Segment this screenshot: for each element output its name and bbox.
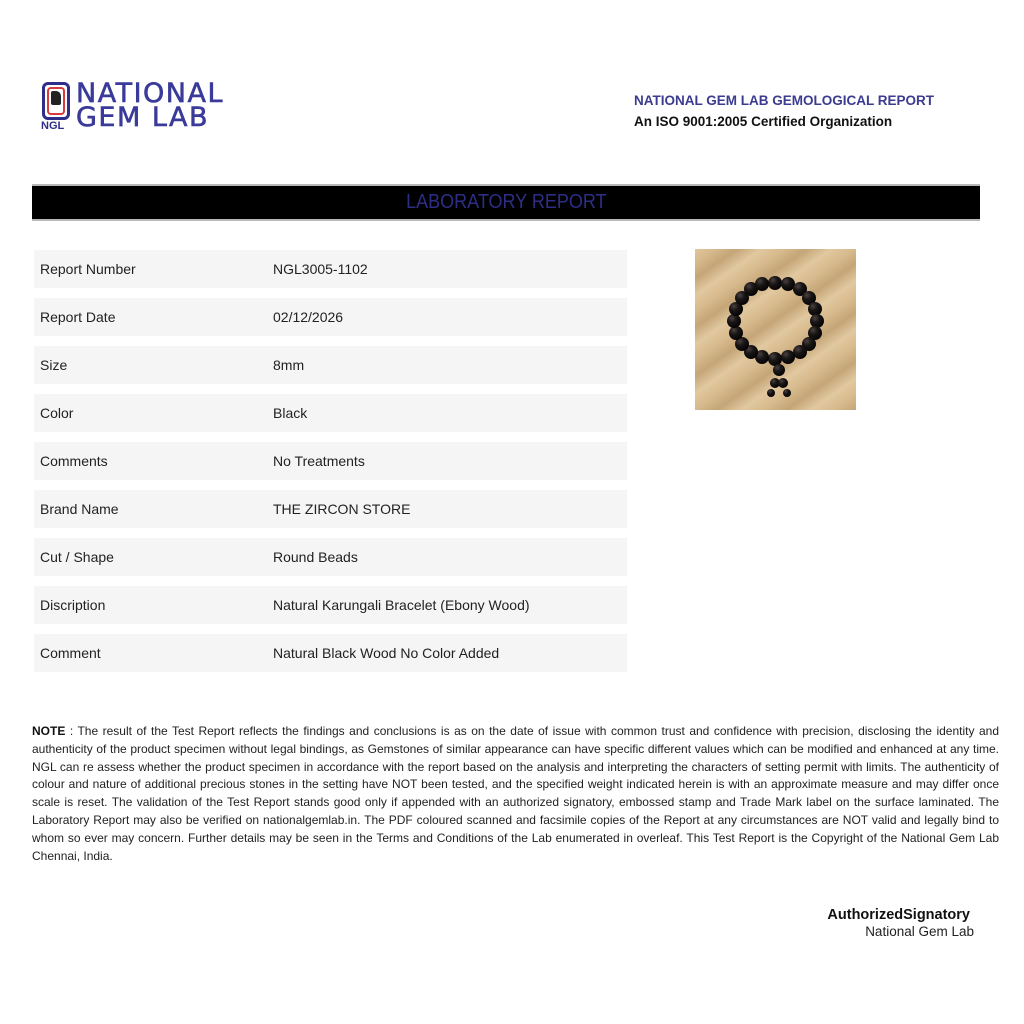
note-text: : The result of the Test Report reflects the findings and conclusions is as on the date of issue with common trust and confidence with precision, disclosing the identity and authenticity of the product specimen without legal bindings, as Gemstones of similar appearance can have specific different values which can be modified and enhanced at any time. NGL can re assess whether the product specimen in accordance with the report based on the analysis and interpreting the characters of setting permit with limits. The authenticity of colour and nature of additional precious stones in the setting have NOT been tested, and the specified weight indicated herein is with an approximate measure and may differ once scale is reset. The validation of the Test Report stands good only if appended with an authorized signatory, embossed stamp and Trade Mark label on the surface laminated. The Laboratory Report may also be verified on nationalgemlab.in. The PDF coloured scanned and facsimile copies of the Report at any circumstances are NOT valid and legally bind to whom so ever may concern. Further details may be seen in the Terms and Conditions of the Lab enumerated in overleaf. This Test Report is the Copyright of the National Gem Lab Chennai, India. <box>32 724 999 863</box>
bead-bracelet-image <box>695 249 856 410</box>
row-label: Color <box>40 405 74 421</box>
table-row <box>34 298 627 336</box>
row-value: NGL3005-1102 <box>273 261 368 277</box>
logo-line-1: NATIONAL <box>76 78 224 109</box>
row-value: 02/12/2026 <box>273 309 344 325</box>
report-header-title: NATIONAL GEM LAB GEMOLOGICAL REPORT <box>634 93 934 108</box>
signatory-title: AuthorizedSignatory <box>827 907 970 923</box>
row-label: Cut / Shape <box>40 549 114 565</box>
banner-title: LABORATORY REPORT <box>405 191 607 213</box>
logo-line-2: GEM LAB <box>76 102 210 133</box>
row-label: Report Date <box>40 309 116 325</box>
report-header <box>634 91 934 133</box>
note-label: NOTE <box>32 724 66 738</box>
table-row <box>34 346 627 384</box>
table-row <box>34 250 627 288</box>
row-value: THE ZIRCON STORE <box>273 501 411 517</box>
table-row <box>34 442 627 480</box>
row-value: No Treatments <box>273 453 365 469</box>
row-label: Report Number <box>40 261 136 277</box>
signature-block <box>827 906 974 940</box>
table-row <box>34 538 627 576</box>
row-label: Size <box>40 357 68 373</box>
section-banner <box>32 184 980 221</box>
ngl-logo <box>40 80 224 136</box>
row-value: 8mm <box>273 357 305 373</box>
row-label: Comments <box>40 453 108 469</box>
table-row <box>34 586 627 624</box>
report-details-table <box>34 250 627 682</box>
iso-certification: An ISO 9001:2005 Certified Organization <box>634 114 893 129</box>
table-row <box>34 634 627 672</box>
microscope-emblem-icon <box>40 80 72 136</box>
row-value: Round Beads <box>273 549 358 565</box>
logo-wordmark <box>76 78 224 133</box>
table-row <box>34 490 627 528</box>
row-label: Comment <box>40 645 101 661</box>
row-value: Natural Karungali Bracelet (Ebony Wood) <box>273 597 530 613</box>
emblem-abbrev: NGL <box>41 120 65 132</box>
row-value: Black <box>273 405 308 421</box>
disclaimer-note <box>32 723 999 865</box>
row-label: Discription <box>40 597 106 613</box>
row-label: Brand Name <box>40 501 119 517</box>
product-photo <box>695 249 856 410</box>
signatory-org: National Gem Lab <box>865 924 974 939</box>
row-value: Natural Black Wood No Color Added <box>273 645 500 661</box>
table-row <box>34 394 627 432</box>
